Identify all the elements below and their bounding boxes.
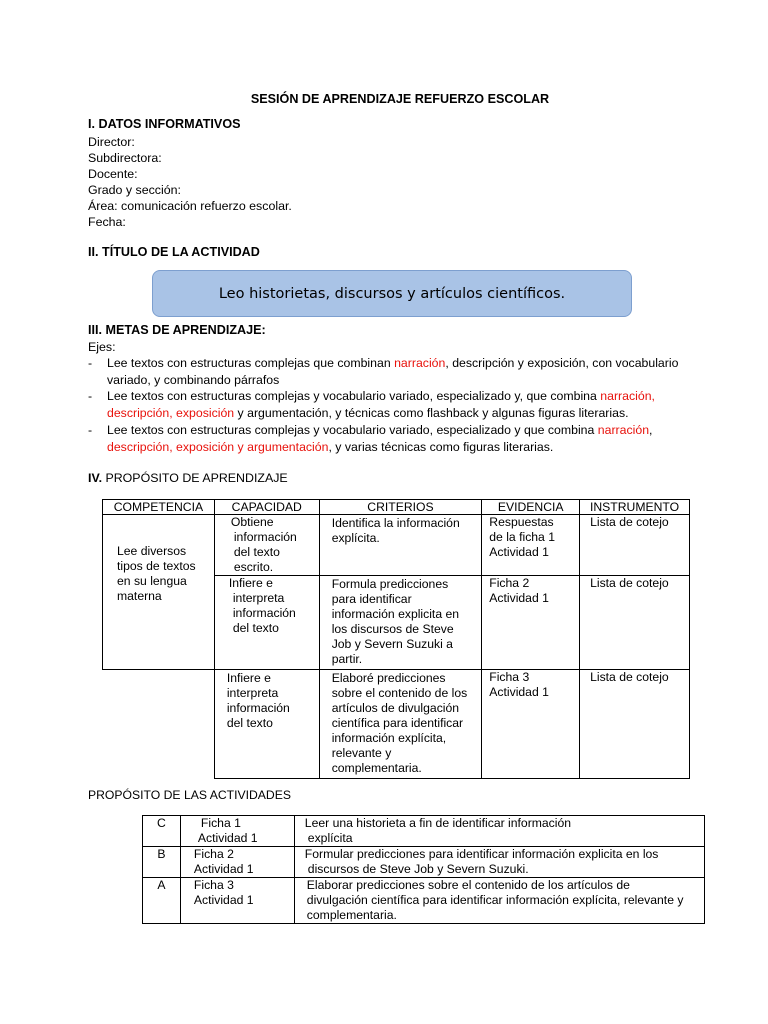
highlight-text: descripción, exposición y argumentación bbox=[107, 439, 329, 454]
criterios-cell bbox=[319, 515, 482, 576]
header-competencia: COMPETENCIA bbox=[103, 500, 215, 515]
field-subdirectora: Subdirectora: bbox=[88, 151, 162, 165]
cell-line: Actividad 1 bbox=[193, 893, 254, 907]
table-header-row bbox=[103, 500, 690, 515]
section-3-heading: III. METAS DE APRENDIZAJE: bbox=[88, 323, 266, 337]
instrumento-cell bbox=[580, 670, 690, 779]
section-4-heading bbox=[88, 471, 288, 485]
cell-line: Actividad 1 bbox=[489, 685, 549, 699]
cell-line: información explícita, bbox=[331, 731, 447, 745]
cell-line: Elaborar predicciones sobre el contenido de los artículos de bbox=[306, 878, 630, 892]
highlight-text: descripción, exposición bbox=[107, 405, 235, 420]
ficha-cell bbox=[180, 816, 294, 847]
cell-line: Identifica la información bbox=[331, 516, 460, 530]
cell-line: explícita. bbox=[331, 531, 380, 545]
cell-line: Actividad 1 bbox=[489, 545, 549, 559]
list-item-line bbox=[107, 405, 629, 422]
text-run: Lee textos con estructuras complejas y vocabulario variado, especializado y, que combina bbox=[107, 389, 601, 403]
cell-line: Leer una historieta a fin de identificar información bbox=[304, 816, 572, 830]
cell-line: los discursos de Steve bbox=[331, 622, 454, 636]
criterios-cell bbox=[319, 670, 482, 779]
table-row bbox=[143, 878, 705, 924]
cell-line: del texto bbox=[233, 545, 280, 559]
ficha-cell bbox=[180, 847, 294, 878]
list-item-line bbox=[107, 422, 652, 439]
grade-cell: C bbox=[143, 816, 181, 847]
section-title: PROPÓSITO DE APRENDIZAJE bbox=[102, 471, 288, 485]
list-item-line bbox=[107, 355, 678, 372]
criterios-cell bbox=[319, 576, 482, 670]
text-run: Lee textos con estructuras complejas que combinan bbox=[107, 356, 395, 370]
table-row bbox=[103, 515, 690, 576]
section-1-heading: I. DATOS INFORMATIVOS bbox=[88, 117, 241, 131]
cell-line: tipos de textos bbox=[117, 559, 196, 573]
table-row bbox=[103, 670, 690, 779]
text-run: y argumentación, y técnicas como flashback y algunas figuras literarias. bbox=[234, 405, 629, 420]
cell-line: Actividad 1 bbox=[193, 862, 254, 876]
cell-line: del texto bbox=[226, 716, 273, 730]
cell-line: del texto bbox=[232, 621, 279, 635]
header-criterios: CRITERIOS bbox=[319, 500, 482, 515]
ficha-cell bbox=[180, 878, 294, 924]
evidencia-cell bbox=[482, 670, 580, 779]
evidencia-cell bbox=[482, 515, 580, 576]
empty-cell bbox=[103, 670, 215, 779]
cell-line: complementaria. bbox=[306, 908, 397, 922]
capacidad-cell bbox=[214, 576, 319, 670]
competencia-cell bbox=[103, 515, 215, 670]
header-evidencia: EVIDENCIA bbox=[482, 500, 580, 515]
grade-cell: B bbox=[143, 847, 181, 878]
table-row bbox=[143, 816, 705, 847]
cell-line: divulgación científica para identificar información explícita, relevante y bbox=[306, 893, 684, 907]
activity-title: Leo historietas, discursos y artículos científicos. bbox=[218, 286, 566, 302]
cell-line: Ficha 2 bbox=[489, 576, 530, 590]
table-row bbox=[143, 847, 705, 878]
list-item-line bbox=[107, 439, 553, 456]
capacidad-cell bbox=[214, 515, 319, 576]
text-run: Lee textos con estructuras complejas y vocabulario variado, especializado y que combina bbox=[107, 423, 598, 437]
cell-line: Lee diversos bbox=[117, 544, 187, 558]
ejes-label: Ejes: bbox=[88, 340, 116, 354]
list-bullet: - bbox=[88, 423, 93, 437]
cell-line: partir. bbox=[331, 652, 363, 666]
instrumento-cell bbox=[580, 576, 690, 670]
list-bullet: - bbox=[88, 389, 93, 403]
activity-title-box bbox=[152, 270, 632, 317]
section-5-heading: PROPÓSITO DE LAS ACTIVIDADES bbox=[88, 788, 291, 802]
cell-line: Actividad 1 bbox=[489, 591, 549, 605]
cell-line: interpreta bbox=[226, 686, 279, 700]
text-run: , y varias técnicas como figuras literarias. bbox=[328, 439, 554, 454]
section-number: IV. bbox=[88, 471, 103, 485]
cell-line: relevante y bbox=[331, 746, 392, 760]
highlight-text: narración bbox=[597, 423, 650, 437]
grade-cell: A bbox=[143, 878, 181, 924]
field-director: Director: bbox=[88, 135, 135, 149]
cell-line: Obtiene bbox=[230, 515, 274, 529]
cell-line: Elaboré predicciones bbox=[331, 671, 446, 685]
cell-line: Respuestas bbox=[489, 515, 554, 529]
cell-line: Lista de cotejo bbox=[590, 515, 669, 529]
cell-line: Job y Severn Suzuki a bbox=[331, 637, 453, 651]
cell-line: Ficha 3 bbox=[489, 670, 530, 684]
description-cell bbox=[294, 847, 704, 878]
cell-line: Lista de cotejo bbox=[590, 576, 669, 590]
highlight-text: narración, bbox=[600, 389, 655, 403]
cell-line: Infiere e bbox=[226, 671, 271, 685]
cell-line: científica para identificar bbox=[331, 716, 464, 730]
cell-line: sobre el contenido de los bbox=[331, 686, 468, 700]
cell-line: información bbox=[233, 530, 297, 544]
text-run: , bbox=[649, 423, 653, 437]
list-item-line bbox=[107, 388, 655, 405]
field-grado: Grado y sección: bbox=[88, 183, 181, 197]
header-instrumento: INSTRUMENTO bbox=[580, 500, 690, 515]
cell-line: Ficha 1 bbox=[200, 816, 241, 830]
list-bullet: - bbox=[88, 356, 93, 370]
field-fecha: Fecha: bbox=[88, 215, 126, 229]
document-title: SESIÓN DE APRENDIZAJE REFUERZO ESCOLAR bbox=[250, 92, 550, 106]
text-run: , descripción y exposición, con vocabulario bbox=[445, 356, 679, 370]
list-item-line: variado, y combinando párrafos bbox=[107, 372, 280, 387]
cell-line: de la ficha 1 bbox=[489, 530, 556, 544]
cell-line: interpreta bbox=[232, 591, 285, 605]
cell-line: para identificar bbox=[331, 592, 412, 606]
cell-line: Ficha 3 bbox=[193, 878, 234, 892]
cell-line: complementaria. bbox=[331, 761, 422, 775]
competency-table bbox=[102, 499, 690, 779]
instrumento-cell bbox=[580, 515, 690, 576]
field-area: Área: comunicación refuerzo escolar. bbox=[88, 199, 292, 213]
description-cell bbox=[294, 878, 704, 924]
cell-line: información bbox=[226, 701, 290, 715]
cell-line: Formula predicciones bbox=[331, 577, 449, 591]
cell-line: Formular predicciones para identificar información explicita en los bbox=[304, 847, 659, 861]
cell-line: en su lengua bbox=[117, 574, 187, 588]
cell-line: información bbox=[232, 606, 296, 620]
cell-line: Actividad 1 bbox=[197, 831, 258, 845]
cell-line: materna bbox=[117, 589, 162, 603]
field-docente: Docente: bbox=[88, 167, 138, 181]
header-capacidad: CAPACIDAD bbox=[214, 500, 319, 515]
cell-line: artículos de divulgación bbox=[331, 701, 460, 715]
activities-table bbox=[142, 815, 705, 924]
cell-line: escrito. bbox=[233, 560, 274, 574]
highlight-text: narración bbox=[394, 356, 446, 370]
cell-line: Lista de cotejo bbox=[590, 670, 669, 684]
evidencia-cell bbox=[482, 576, 580, 670]
cell-line: Infiere e bbox=[228, 576, 273, 590]
cell-line: discursos de Steve Job y Severn Suzuki. bbox=[307, 862, 529, 876]
capacidad-cell bbox=[214, 670, 319, 779]
cell-line: explícita bbox=[307, 831, 353, 845]
cell-line: información explicita en bbox=[331, 607, 460, 621]
section-2-heading: II. TÍTULO DE LA ACTIVIDAD bbox=[88, 245, 260, 259]
description-cell bbox=[294, 816, 704, 847]
cell-line: Ficha 2 bbox=[193, 847, 234, 861]
